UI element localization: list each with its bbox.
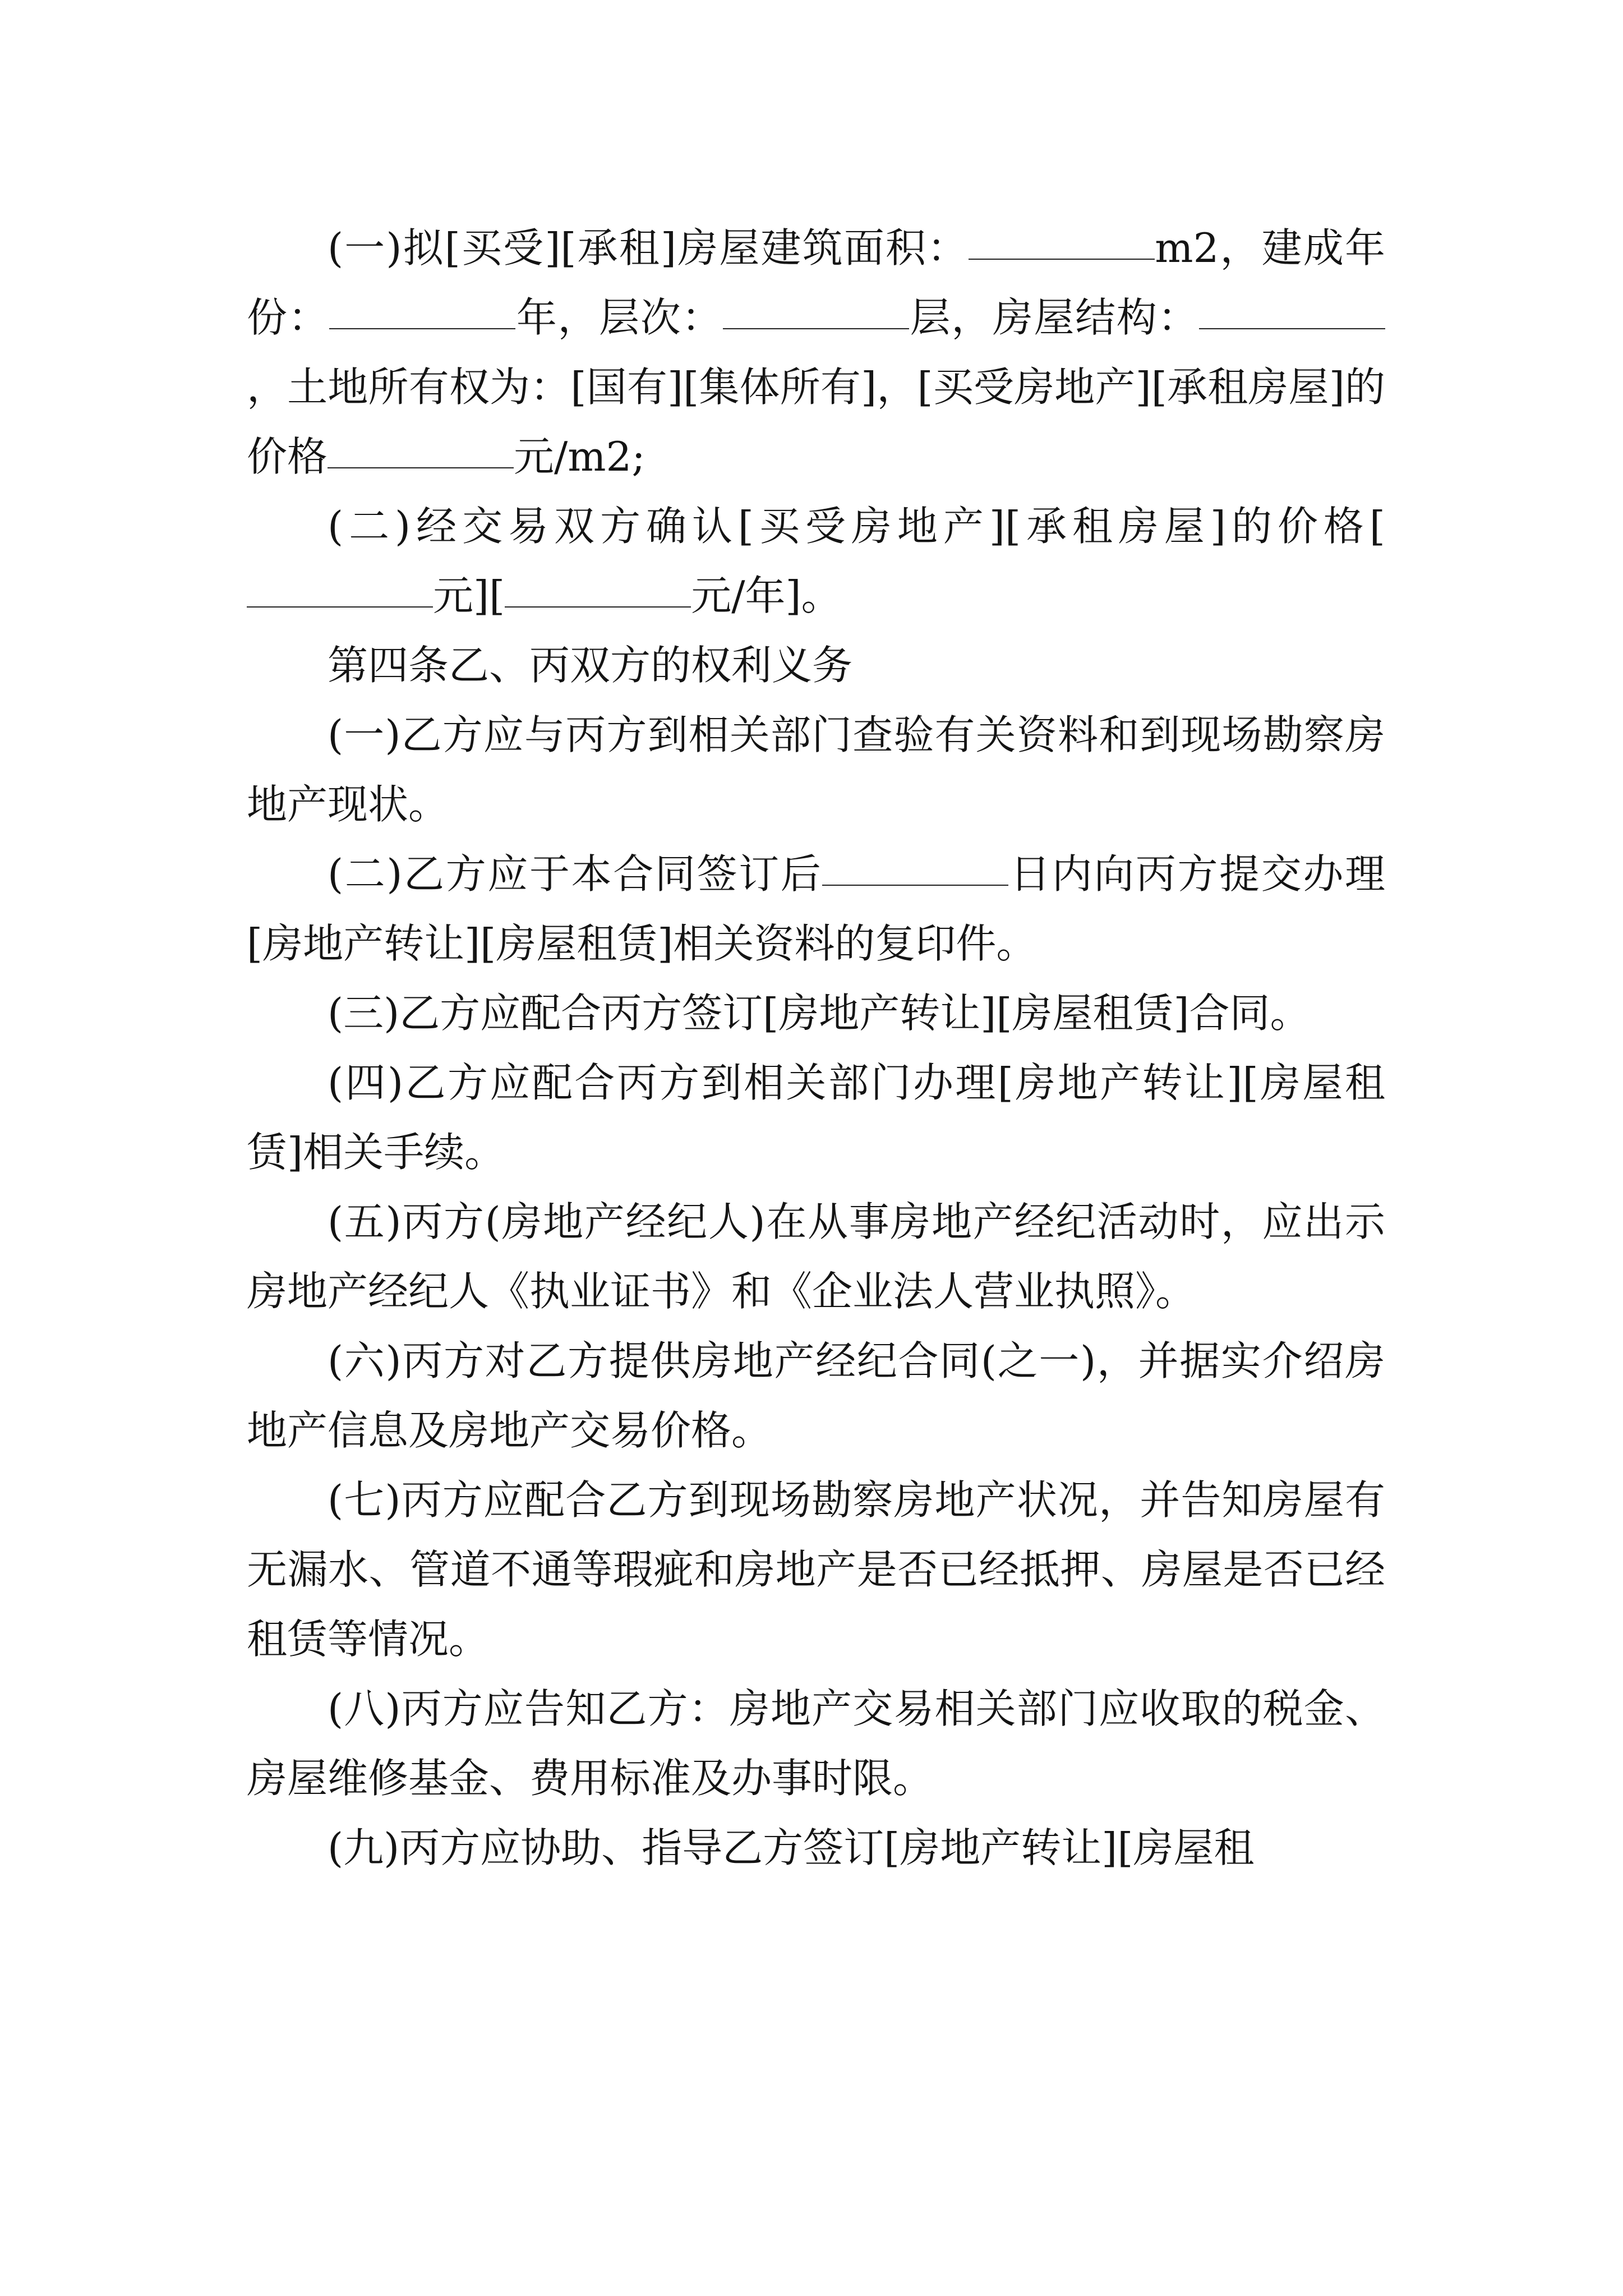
paragraph-submit-documents: (二)乙方应于本合同签订后 日内向丙方提交办理[房地产转让][房屋租赁]相关资料的复印件。 [247,850,1385,967]
paragraph-site-survey: (七)丙方应配合乙方到现场勘察房地产状况，并告知房屋有无漏水、管道不通等瑕疵和房地产是否已经抵押、房屋是否已经租赁等情况。 [247,1476,1385,1663]
paragraph-area-price: (一)拟[买受][承租]房屋建筑面积： m2，建成年份： 年，层次： 层，房屋结构：，土地所有权为：[国有][集体所有]，[买受房地产][承租房屋]的价格 元/m2; [247,224,1385,480]
fill-in-blank [969,258,1155,260]
fill-in-blank [1199,328,1385,329]
document-page [247,213,1385,1883]
paragraph-provide-contract: (六)丙方对乙方提供房地产经纪合同(之一)，并据实介绍房地产信息及房地产交易价格。 [247,1337,1385,1454]
fill-in-blank [723,328,909,329]
fill-in-blank [822,884,1008,886]
fill-in-blank [328,467,514,468]
article-four-heading: 第四条乙、丙双方的权利义务 [328,642,853,689]
paragraph-inform-fees: (八)丙方应告知乙方：房地产交易相关部门应收取的税金、房屋维修基金、费用标准及办事时限。 [247,1685,1385,1802]
paragraph-inspection: (一)乙方应与丙方到相关部门查验有关资料和到现场勘察房地产现状。 [247,711,1385,828]
paragraph-procedures: (四)乙方应配合丙方到相关部门办理[房地产转让][房屋租赁]相关手续。 [247,1059,1385,1176]
fill-in-blank [505,606,691,608]
paragraph-assist-signing: (九)丙方应协助、指导乙方签订[房地产转让][房屋租 [328,1824,1255,1871]
paragraph-show-license: (五)丙方(房地产经纪人)在从事房地产经纪活动时，应出示房地产经纪人《执业证书》和《企业法人营业执照》。 [247,1198,1385,1315]
paragraph-confirmed-price: (二)经交易双方确认[买受房地产][承租房屋]的价格[元][ 元/年]。 [247,491,1385,631]
paragraph-sign-contract: (三)乙方应配合丙方签订[房地产转让][房屋租赁]合同。 [328,990,1311,1037]
fill-in-blank [329,328,515,329]
fill-in-blank [247,606,433,608]
